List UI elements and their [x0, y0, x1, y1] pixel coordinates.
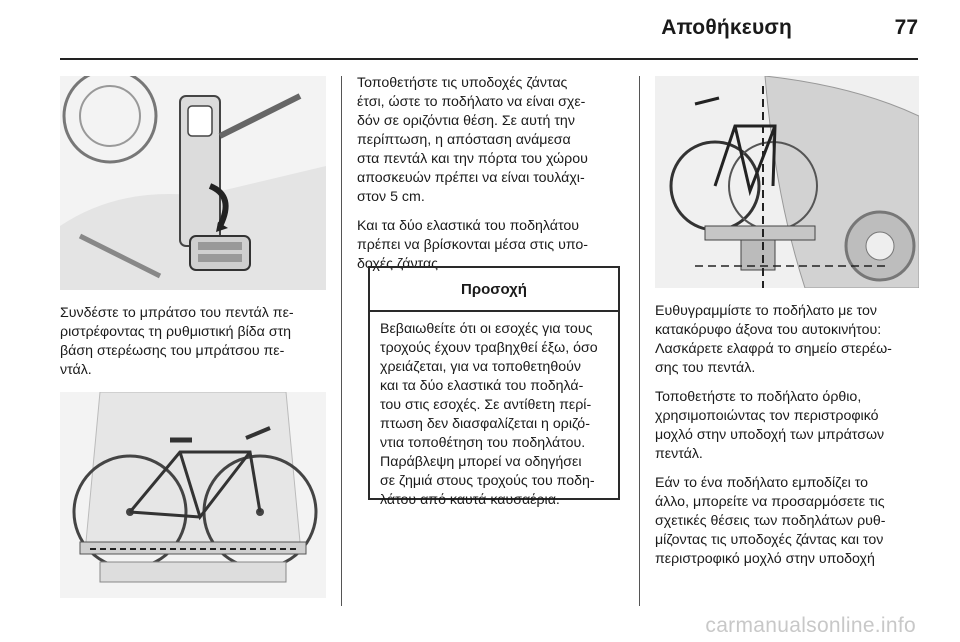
- pedal-arm-illustration: [60, 76, 326, 290]
- watermark: carmanualsonline.info: [705, 614, 916, 637]
- caption-text: Συνδέστε το μπράτσο του πεντάλ πε- ριστρέφοντας τη ρυθμιστική βίδα στη βάση στερέωσης του μπράτσου πε- ντάλ.: [60, 305, 294, 378]
- page-title: Αποθήκευση: [661, 16, 792, 39]
- paragraph-tyres: Και τα δύο ελαστικά του ποδηλάτου πρέπει να βρίσκονται μέσα στις υπο- δοχές ζάντας.: [357, 218, 589, 272]
- caution-title: Προσοχή: [370, 268, 618, 312]
- column-divider-2: [639, 76, 640, 606]
- bicycle-carrier-drawing: [60, 392, 326, 598]
- column-divider-1: [341, 76, 342, 606]
- paragraph-adjust: Εάν το ένα ποδήλατο εμποδίζει το άλλο, μπορείτε να προσαρμόσετε τις σχετικές θέσεις των ποδηλάτων ρυθ- μίζοντας τις υποδοχές ζάντας και τον περιστροφικό μοχλό στην υποδοχή: [655, 475, 886, 567]
- paragraph-rim-holders: Τοποθετήστε τις υποδοχές ζάντας έτσι, ώστε το ποδήλατο να είναι σχε- δόν σε οριζόντια θέση. Σε αυτή την περίπτωση, η απόσταση ανάμεσα στα πεντάλ και την πόρτα του χώρου αποσκευών πρέπει να είναι τουλάχι- στον 5 cm.: [357, 75, 588, 205]
- pedal-arm-drawing: [60, 76, 326, 290]
- paragraph-upright: Τοποθετήστε το ποδήλατο όρθιο, χρησιμοποιώντας τον περιστροφικό μοχλό στην υποδοχή των μπράτσων πεντάλ.: [655, 389, 885, 462]
- car-bicycle-alignment-illustration: [655, 76, 919, 288]
- paragraph-align: Ευθυγραμμίστε το ποδήλατο με τον κατακόρυφο άξονα του αυτοκινήτου: Λασκάρετε ελαφρά το σημείο στερέω- σης του πεντάλ.: [655, 303, 892, 376]
- bicycle-carrier-illustration: [60, 392, 326, 598]
- caution-box: [368, 266, 620, 508]
- caution-body: Βεβαιωθείτε ότι οι εσοχές για τους τροχούς έχουν τραβηχθεί έξω, όσο χρειάζεται, για να τοποθετηθούν και τα δύο ελαστικά του ποδηλά- του στις εσοχές. Σε αντίθετη περί- πτωση δεν διασφαλίζεται η οριζό- ντια τοποθέτηση του ποδηλάτου. Παράβλεψη μπορεί να οδηγήσει σε ζημιά στους τροχούς του ποδη- λάτου από καυτά καυσαέρια.: [380, 321, 598, 508]
- column-3-text: [655, 302, 925, 579]
- page-number: 77: [894, 16, 918, 39]
- car-bicycle-drawing: [655, 76, 919, 288]
- column-2-text: [357, 74, 631, 284]
- caption-column-1: [60, 304, 330, 390]
- header-rule: [60, 58, 918, 60]
